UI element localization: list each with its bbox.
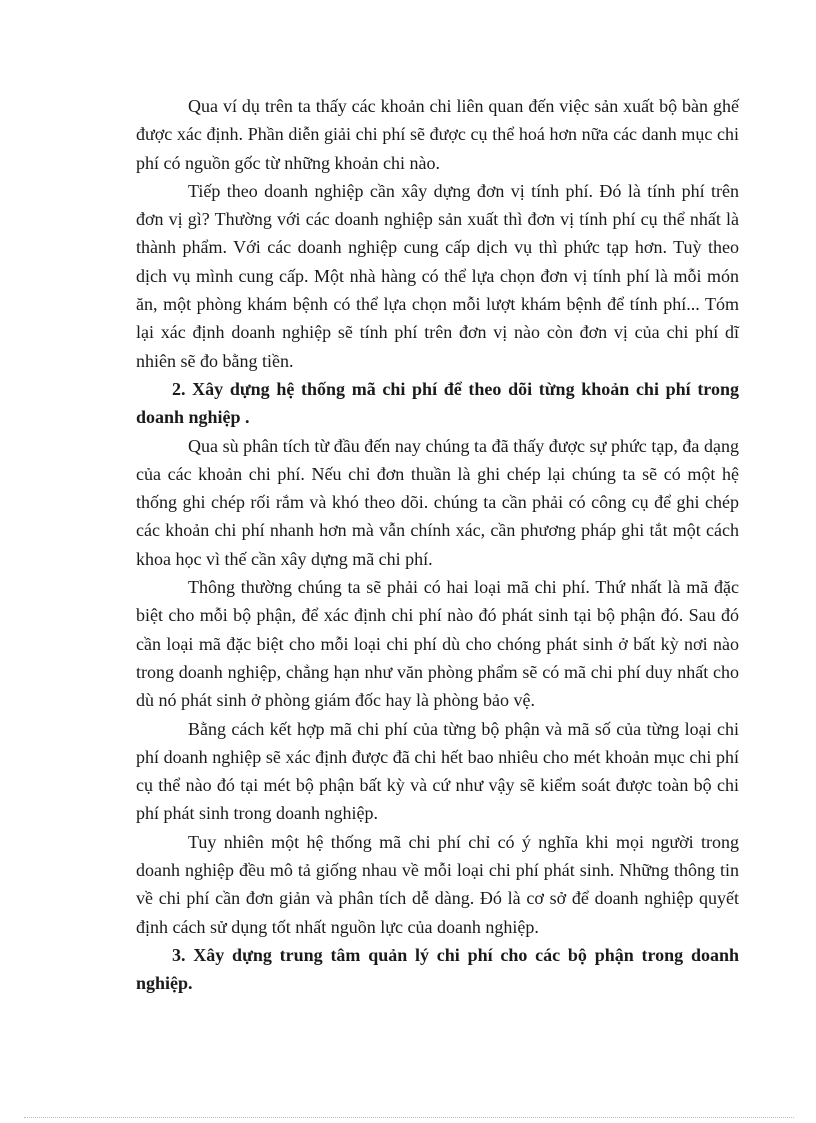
section-heading-3: 3. Xây dựng trung tâm quản lý chi phí cho các bộ phận trong doanh nghiệp.: [136, 944, 739, 994]
paragraph-cost-unit: Tiếp theo doanh nghiệp cần xây dựng đơn vị tính phí. Đó là tính phí trên đơn vị gì? Thường với các doanh nghiệp sản xuất thì đơn vị tính phí cụ thể nhất là thành phẩm. Với các doanh nghiệp cung cấp dịch vụ thì phức tạp hơn. Tuỳ theo dịch vụ mình cung cấp. Một nhà hàng có thể lựa chọn đơn vị tính phí là mỗi món ăn, một phòng khám bệnh có thể lựa chọn mỗi lượt khám bệnh để tính phí... Tóm lại xác định doanh nghiệp sẽ tính phí trên đơn vị nào còn đơn vị của chi phí dĩ nhiên sẽ đo bằng tiền.: [136, 180, 739, 371]
footer-dotted-divider: [24, 1117, 794, 1118]
paragraph-combined-codes: Bằng cách kết hợp mã chi phí của từng bộ phận và mã số của từng loại chi phí doanh nghiệp sẽ xác định được đã chi hết bao nhiêu cho mét khoản mục chi phí cụ thể nào đó tại mét bộ phận bất kỳ và cứ như vậy sẽ kiểm soát được toàn bộ chi phí phát sinh trong doanh nghiệp.: [136, 718, 739, 824]
document-body: [136, 92, 739, 998]
paragraph-cost-code-need: Qua sù phân tích từ đầu đến nay chúng ta đã thấy được sự phức tạp, đa dạng của các khoản chi phí. Nếu chỉ đơn thuần là ghi chép lại chúng ta sẽ có một hệ thống ghi chép rối rắm và khó theo dõi. chúng ta cần phải có công cụ để ghi chép các khoản chi phí nhanh hơn mà vẫn chính xác, cần phương pháp ghi tắt một cách khoa học vì thế cần xây dựng mã chi phí.: [136, 435, 739, 569]
section-heading-2: 2. Xây dựng hệ thống mã chi phí để theo dõi từng khoản chi phí trong doanh nghiệp .: [136, 378, 739, 428]
paragraph-two-code-types: Thông thường chúng ta sẽ phải có hai loại mã chi phí. Thứ nhất là mã đặc biệt cho mỗi bộ phận, để xác định chi phí nào đó phát sinh tại bộ phận đó. Sau đó cần loại mã đặc biệt cho mỗi loại chi phí dù cho chóng phát sinh ở bất kỳ nơi nào trong doanh nghiệp, chẳng hạn như văn phòng phẩm sẽ có mã chi phí duy nhất cho dù nó phát sinh ở phòng giám đốc hay là phòng bảo vệ.: [136, 577, 739, 711]
paragraph-example-costs: Qua ví dụ trên ta thấy các khoản chi liên quan đến việc sản xuất bộ bàn ghế được xác định. Phần diễn giải chi phí sẽ được cụ thể hoá hơn nữa các danh mục chi phí có nguồn gốc từ những khoản chi nào.: [136, 96, 739, 173]
paragraph-code-meaning: Tuy nhiên một hệ thống mã chi phí chỉ có ý nghĩa khi mọi người trong doanh nghiệp đều mô tả giống nhau về mỗi loại chi phí phát sinh. Những thông tin về chi phí cần đơn giản và phân tích dễ dàng. Đó là cơ sở để doanh nghiệp quyết định cách sử dụng tốt nhất nguồn lực của doanh nghiệp.: [136, 831, 739, 937]
